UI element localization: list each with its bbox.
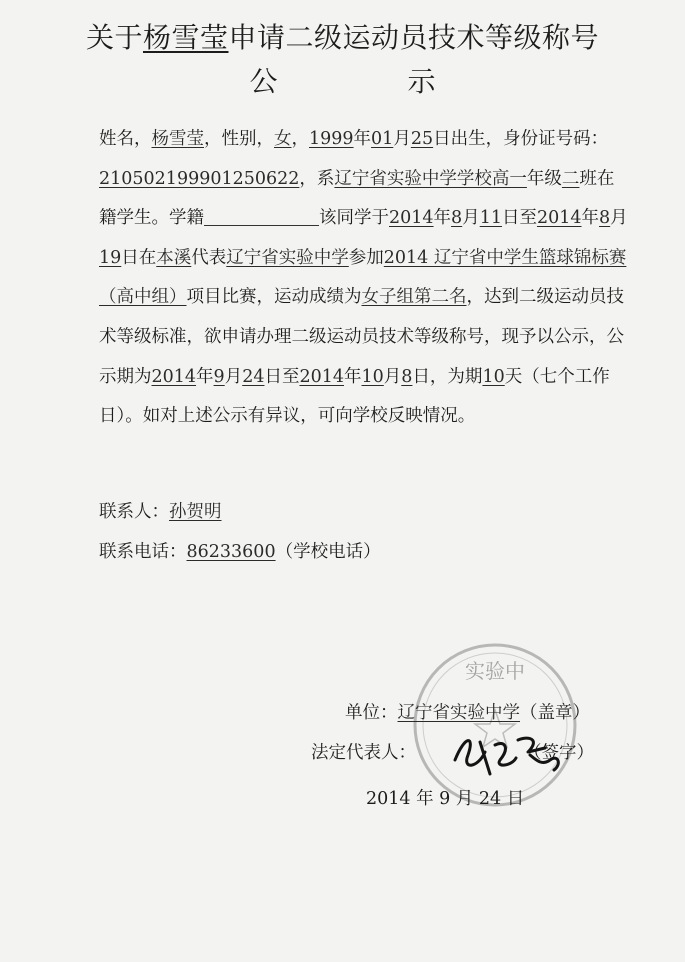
- field-school: 辽宁省实验中学学校: [334, 168, 492, 189]
- text-segment: 班在籍学生。学籍: [99, 168, 615, 229]
- title-suffix: 申请二级运动员技术等级称号: [228, 21, 600, 54]
- text-segment: ，性别，: [204, 129, 274, 149]
- text-segment: ，: [291, 129, 309, 149]
- footer-unit-label: 单位：: [345, 703, 398, 723]
- field-gender: 女: [274, 129, 292, 149]
- footer-unit-note: （盖章）: [520, 703, 590, 723]
- subtitle-char-2: 示: [407, 65, 436, 98]
- field-location: 本溪: [156, 247, 192, 268]
- announcement-body: [62, 120, 628, 437]
- field-birth-day: 25: [410, 129, 434, 149]
- field-publicity-start-month: 9: [213, 366, 225, 387]
- field-publicity-start-year: 2014: [151, 366, 197, 387]
- seal-text: 实验中: [465, 659, 525, 683]
- text-segment: 月: [610, 208, 628, 229]
- announcement-paragraph: [62, 120, 628, 437]
- text-segment: 日，为期: [412, 366, 483, 387]
- field-start-day: 11: [479, 208, 502, 229]
- document-title: [0, 20, 685, 56]
- text-segment: 月: [462, 208, 480, 229]
- field-end-month: 8: [599, 208, 611, 229]
- field-start-month: 8: [451, 208, 463, 229]
- footer-unit-line: [345, 701, 590, 725]
- text-segment: 年: [581, 208, 600, 229]
- footer-unit-name: 辽宁省实验中学: [397, 703, 520, 723]
- subtitle-char-1: 公: [249, 65, 278, 98]
- field-event: 2014 辽宁省中学生篮球锦标赛（高中组）: [99, 247, 627, 308]
- official-seal: [410, 640, 580, 810]
- field-grade: 高一: [491, 168, 527, 189]
- text-segment: 月: [393, 129, 411, 149]
- contact-phone-note: （学校电话）: [275, 542, 381, 562]
- text-segment: 天（七个工作日）。如对上述公示有异议，可向学校反映情况。: [99, 366, 610, 427]
- text-segment: 该同学于: [319, 208, 389, 229]
- contact-phone-line: [62, 540, 381, 564]
- field-birth-month: 01: [371, 129, 394, 149]
- text-segment: 参加: [348, 247, 384, 268]
- text-segment: 日至: [501, 208, 537, 229]
- field-name: 杨雪莹: [151, 129, 204, 149]
- text-segment: 项目比赛，运动成绩为: [186, 287, 362, 308]
- field-duration: 10: [482, 366, 505, 387]
- footer-rep-note: （签字）: [524, 743, 594, 763]
- field-publicity-end-day: 8: [401, 366, 413, 387]
- text-segment: 代表: [191, 247, 227, 268]
- field-publicity-end-year: 2014: [299, 366, 345, 387]
- text-segment: 年: [344, 366, 362, 387]
- text-segment: 日至: [264, 366, 300, 387]
- contact-phone-number: 86233600: [186, 542, 276, 562]
- text-segment: ，系: [299, 168, 335, 189]
- footer-rep-label: 法定代表人：: [311, 743, 416, 763]
- text-segment: 日出生，身份证号码：: [433, 129, 609, 149]
- field-id-number: 210502199901250622: [99, 168, 300, 189]
- footer-date: 2014 年 9 月 24 日: [366, 789, 525, 809]
- text-segment: ，达到二级运动员技术等级标准，欲申请办理二级运动员技术等级称号，现予以公示，公示期为: [99, 287, 624, 387]
- field-birth-year: 1999: [309, 129, 354, 149]
- contact-person-name: 孙贺明: [169, 502, 222, 522]
- handwritten-signature: [450, 730, 570, 780]
- field-result: 女子组第二名: [361, 287, 467, 308]
- field-end-year: 2014: [536, 208, 582, 229]
- text-segment: 年: [433, 208, 452, 229]
- text-segment: 年级: [526, 168, 562, 189]
- field-publicity-start-day: 24: [242, 366, 265, 387]
- contact-person-label: 联系人：: [99, 502, 169, 522]
- text-segment: 姓名，: [99, 129, 152, 149]
- field-class: 二: [561, 168, 580, 189]
- text-segment: 年: [353, 129, 372, 149]
- text-segment: 日在: [121, 247, 157, 268]
- text-segment: 年: [196, 366, 214, 387]
- field-start-year: 2014: [389, 208, 434, 229]
- text-segment: 月: [224, 366, 243, 387]
- contact-phone-label: 联系电话：: [99, 542, 187, 562]
- blank-field-enrollment: [204, 208, 319, 227]
- contact-person-line: [62, 500, 222, 524]
- title-prefix: 关于: [85, 21, 143, 54]
- field-end-day: 19: [99, 247, 122, 268]
- field-team: 辽宁省实验中学: [226, 247, 349, 268]
- document-subtitle: [0, 64, 685, 100]
- field-publicity-end-month: 10: [361, 366, 384, 387]
- text-segment: 月: [383, 366, 402, 387]
- title-applicant-name: 杨雪莹: [142, 21, 229, 54]
